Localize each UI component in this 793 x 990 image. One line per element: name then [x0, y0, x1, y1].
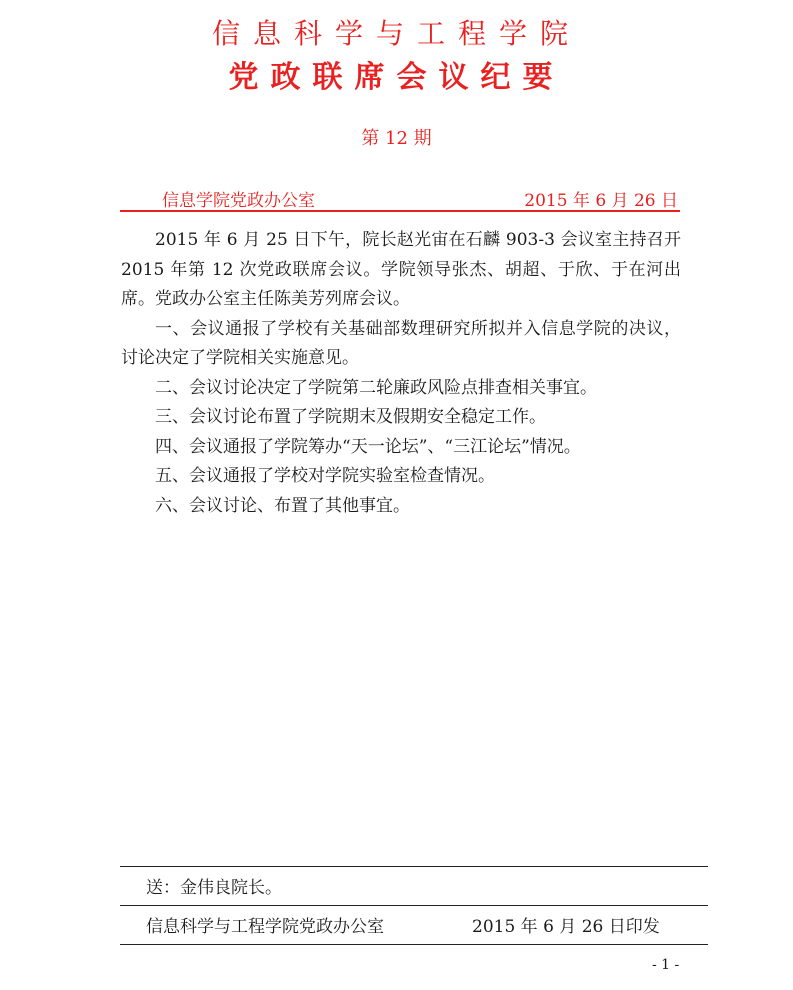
print-line	[146, 915, 666, 939]
agenda-item-2: 二、会议讨论决定了学院第二轮廉政风险点排查相关事宜。	[155, 377, 597, 398]
issue-number: 第 12 期	[361, 128, 432, 149]
page-number: - 1 -	[652, 957, 680, 973]
issuer-date: 2015 年 6 月 26 日	[524, 191, 678, 211]
footer-top-rule	[120, 866, 708, 867]
issuer-office: 信息学院党政办公室	[162, 191, 315, 211]
footer-bottom-rule	[120, 944, 708, 945]
carbon-copy-line: 送：金伟良院长。	[146, 878, 282, 898]
print-date: 2015 年 6 月 26 日印发	[472, 917, 660, 937]
minutes-body	[121, 226, 681, 521]
agenda-item-3: 三、会议讨论布置了学院期末及假期安全稳定工作。	[155, 407, 546, 427]
agenda-item-1: 一、会议通报了学校有关基础部数理研究所拟并入信息学院的决议，讨论决定了学院相关实施意见。	[121, 318, 681, 368]
intro-paragraph: 2015 年 6 月 25 日下午，院长赵光宙在石麟 903-3 会议室主持召开 2015 年第 12 次党政联席会议。学院领导张杰、胡超、于欣、于在河出席。党政办公室主任陈美芳列席会议。	[121, 230, 681, 309]
footer-middle-rule	[120, 905, 708, 906]
institution-title: 信息科学与工程学院	[211, 17, 581, 50]
red-header-rule	[120, 210, 680, 212]
agenda-item-6: 六、会议讨论、布置了其他事宜。	[155, 495, 410, 516]
document-type-title: 党政联席会议纪要	[228, 60, 565, 95]
agenda-item-4: 四、会议通报了学院筹办“天一论坛”、“三江论坛”情况。	[155, 436, 581, 457]
agenda-item-5: 五、会议通报了学校对学院实验室检查情况。	[155, 466, 495, 486]
print-office: 信息科学与工程学院党政办公室	[146, 917, 384, 937]
issuer-line	[162, 190, 678, 212]
